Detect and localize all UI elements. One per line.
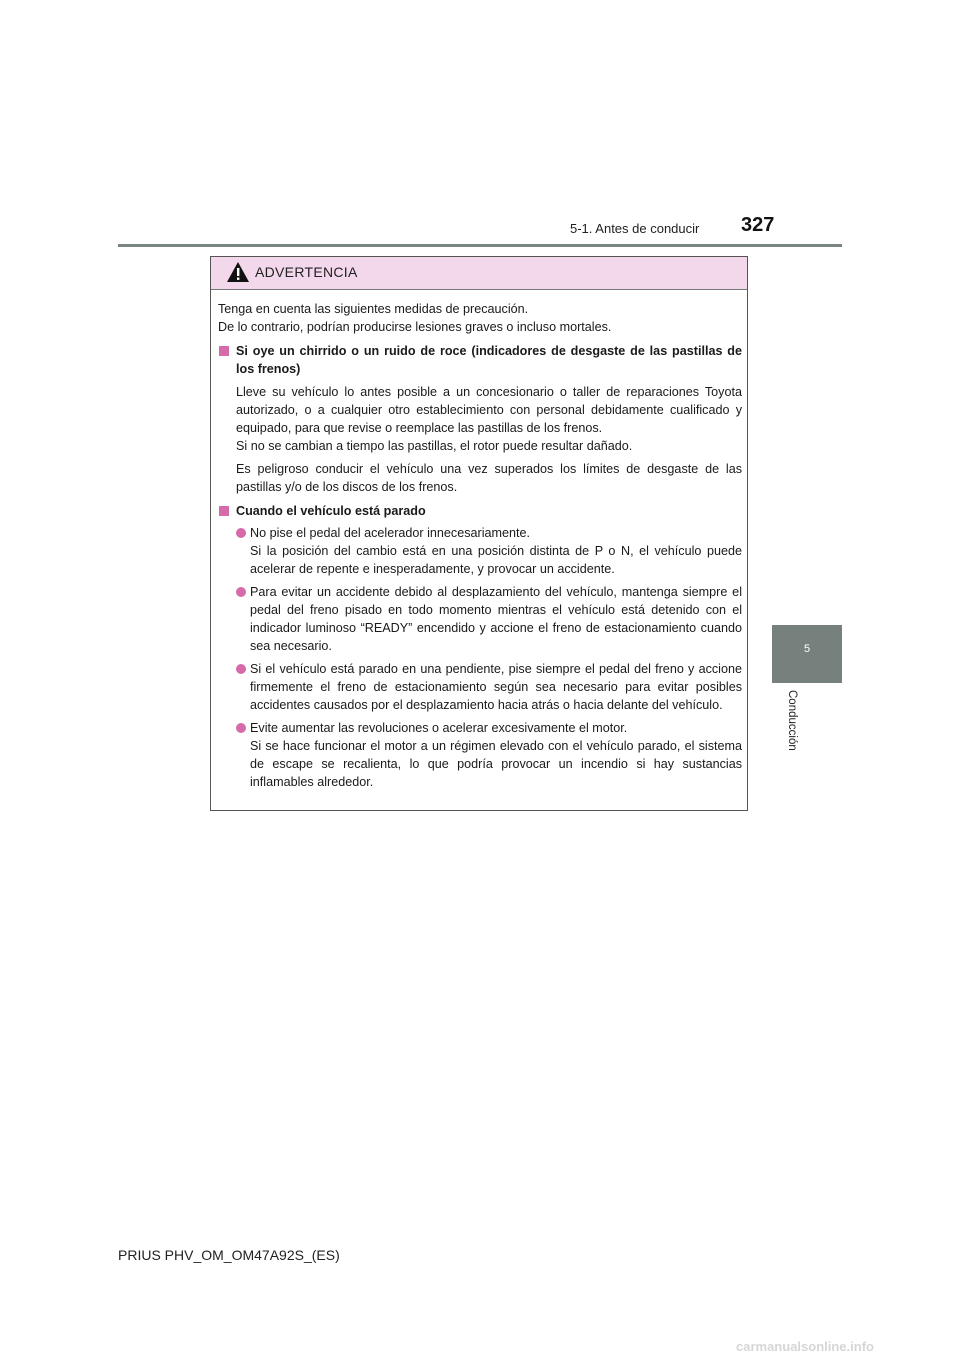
section-vehicle-stopped: [218, 502, 742, 791]
section-square-marker: [219, 346, 229, 356]
list-item: Si el vehículo está parado en una pendiente, pise siempre el pedal del freno y accione firmemente el freno de estacionamiento según sea necesario para evitar posibles accidentes causados por el desplazamiento hacia atrás o hacia delante del vehículo.: [236, 660, 742, 714]
list-item: Para evitar un accidente debido al desplazamiento del vehículo, mantenga siempre el pedal del freno pisado en todo momento mientras el vehículo está detenido con el indicador luminoso “READY” encendido y accione el freno de estacionamiento cuando sea necesario.: [236, 583, 742, 655]
intro-line-2: De lo contrario, podrían producirse lesiones graves o incluso mortales.: [218, 320, 612, 334]
warning-box: [210, 256, 748, 811]
section-square-marker: [219, 506, 229, 516]
section-heading: Cuando el vehículo está parado: [236, 504, 426, 518]
footer-doc-id: PRIUS PHV_OM_OM47A92S_(ES): [118, 1247, 340, 1263]
chapter-tab[interactable]: [772, 625, 842, 683]
page-number: 327: [741, 214, 775, 236]
list-item: Evite aumentar las revoluciones o acelerar excesivamente el motor. Si se hace funcionar el motor a un régimen elevado con el vehículo parado, el sistema de escape se recalienta, lo que podría provocar un incendio si hay sustancias inflamables alrededor.: [236, 719, 742, 791]
header-rule: [118, 244, 842, 247]
section-brake-pads: [218, 342, 742, 496]
section-paragraph: Lleve su vehículo lo antes posible a un concesionario o taller de reparaciones Toyota autorizado, o a cualquier otro establecimiento con personal debidamente cualificado y equipado, para que revise o reemplace las pastillas de los frenos. Si no se cambian a tiempo las pastillas, el rotor puede resultar dañado.: [236, 385, 742, 453]
intro-line-1: Tenga en cuenta las siguientes medidas de precaución.: [218, 302, 529, 316]
chapter-number: 5: [803, 643, 811, 655]
list-item: No pise el pedal del acelerador innecesariamente. Si la posición del cambio está en una posición distinta de P o N, el vehículo puede acelerar de repente e inesperadamente, y provocar un accidente.: [236, 524, 742, 578]
bullet-list: [236, 524, 742, 791]
warning-triangle-icon: [226, 261, 250, 288]
bullet-dot: [236, 723, 246, 733]
section-paragraph: Es peligroso conducir el vehículo una vez superados los límites de desgaste de las pastillas y/o de los discos de los frenos.: [236, 462, 742, 494]
warning-header: [211, 257, 747, 290]
watermark: carmanualsonline.info: [736, 1339, 874, 1354]
bullet-dot: [236, 664, 246, 674]
bullet-dot: [236, 528, 246, 538]
chapter-name: Conducción: [786, 690, 798, 751]
bullet-dot: [236, 587, 246, 597]
warning-title: ADVERTENCIA: [255, 264, 358, 280]
section-heading: Si oye un chirrido o un ruido de roce (indicadores de desgaste de las pastillas de los frenos): [236, 344, 742, 376]
warning-body: [211, 290, 747, 791]
page-header-section: 5-1. Antes de conducir: [570, 221, 700, 236]
